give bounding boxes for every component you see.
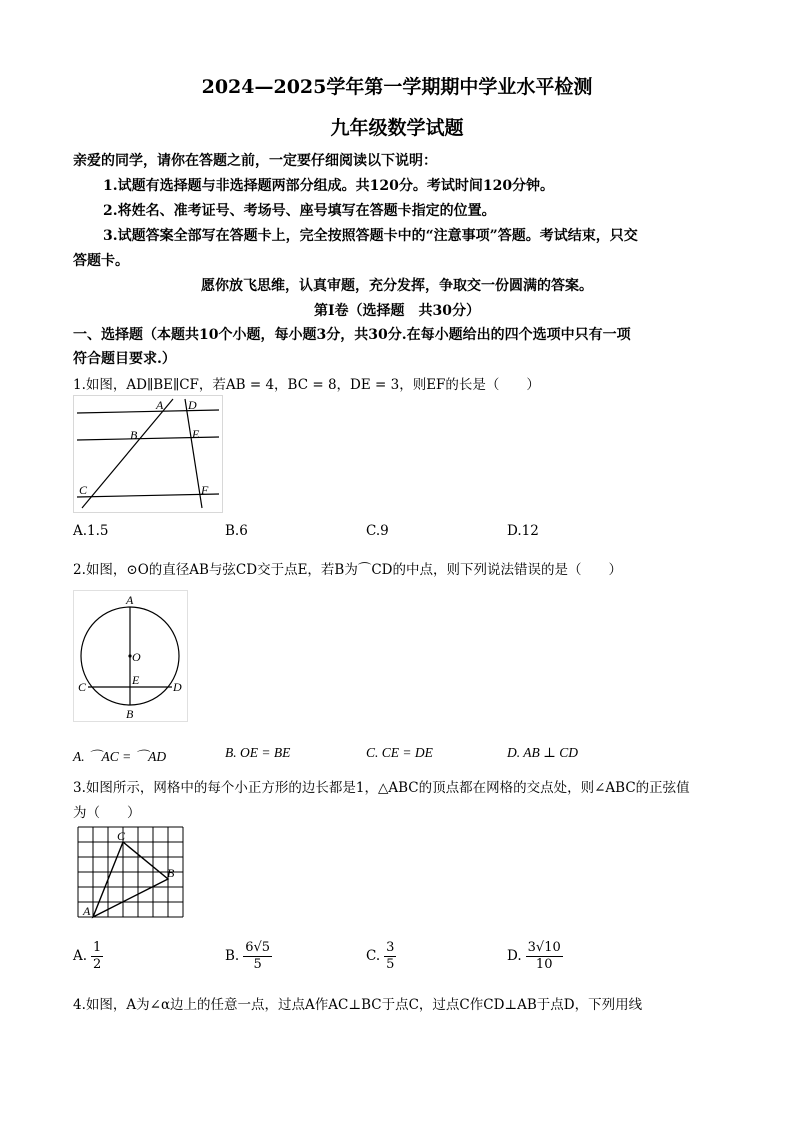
q3-figure (73, 823, 188, 923)
q3-option-d-num: 3√10 (527, 940, 561, 955)
q3-option-b-num: 6√5 (245, 940, 271, 955)
intro-rule-2: 2.将姓名、准考证号、考场号、座号填写在答题卡指定的位置。 (103, 203, 496, 219)
q3-option-b (225, 940, 272, 973)
q1-label-c: C (79, 483, 88, 497)
q3-option-c-fraction (384, 940, 396, 973)
q2-label-o: O (132, 650, 141, 664)
q2-option-d: D. AB ⊥ CD (507, 745, 578, 760)
q3-triangle (93, 842, 168, 917)
q3-label-c: C (117, 829, 126, 843)
q1-stem: 1.如图，AD∥BE∥CF，若AB = 4，BC = 8，DE = 3，则EF的长是（ ） (73, 377, 540, 393)
q2-stem: 2.如图，⊙O的直径AB与弦CD交于点E，若B为⌒CD的中点，则下列说法错误的是（ ） (73, 562, 623, 578)
q2-label-a: A (126, 593, 134, 607)
q4-stem: 4.如图，A为∠α边上的任意一点，过点A作AC⊥BC于点C，过点C作CD⊥AB于点D，下列用线 (73, 997, 643, 1013)
q3-option-d-den: 10 (535, 957, 553, 972)
q3-option-d (507, 940, 563, 973)
q1-option-b: B.6 (225, 523, 248, 539)
q2-option-a: A. ⌒AC = ⌒AD (73, 749, 167, 764)
q1-figure (73, 395, 223, 513)
q1-label-a: A (156, 398, 164, 412)
q1-label-e: E (192, 427, 200, 441)
q1-option-d: D.12 (507, 523, 539, 539)
q2-figure (73, 590, 188, 722)
q1-option-a: A.1.5 (73, 523, 109, 539)
q3-option-d-fraction (526, 940, 563, 973)
q3-option-c (366, 940, 396, 973)
q2-label-c: C (78, 680, 87, 694)
q3-label-a: A (83, 904, 91, 918)
intro-rule-3: 3.试题答案全部写在答题卡上，完全按照答题卡中的“注意事项”答题。考试结束，只交 (103, 228, 638, 244)
q3-option-a-fraction (91, 940, 103, 973)
intro-rule-1: 1.试题有选择题与非选择题两部分组成。共120分。考试时间120分钟。 (103, 178, 555, 194)
section-heading-cont: 符合题目要求.） (73, 351, 176, 367)
q3-option-c-den: 5 (386, 957, 395, 972)
q3-label-b: B (167, 866, 175, 880)
section-title: 第Ⅰ卷（选择题 共30分） (313, 303, 481, 319)
q3-option-c-letter: C. (366, 948, 381, 964)
intro-rule-3-cont: 答题卡。 (73, 253, 129, 269)
page-title: 2024—2025学年第一学期期中学业水平检测 (201, 76, 593, 98)
q3-option-a-letter: A. (73, 948, 88, 964)
q3-option-b-fraction (243, 940, 272, 973)
q1-label-b: B (130, 428, 138, 442)
q3-option-c-num: 3 (386, 940, 395, 955)
intro-wish: 愿你放飞思维，认真审题，充分发挥，争取交一份圆满的答案。 (201, 278, 593, 294)
q3-option-a-num: 1 (93, 940, 102, 955)
q3-option-a-den: 2 (93, 957, 102, 972)
q2-label-e: E (132, 673, 140, 687)
q2-label-d: D (173, 680, 182, 694)
q2-option-b: B. OE = BE (225, 745, 291, 760)
q3-option-b-letter: B. (225, 948, 240, 964)
q2-option-c: C. CE = DE (366, 745, 433, 760)
q1-option-c: C.9 (366, 523, 389, 539)
intro-greeting: 亲爱的同学，请你在答题之前，一定要仔细阅读以下说明： (73, 153, 437, 169)
section-heading: 一、选择题（本题共10个小题，每小题3分，共30分.在每小题给出的四个选项中只有一项 (73, 327, 631, 343)
q1-label-f: F (201, 483, 209, 497)
q2-label-b: B (126, 707, 134, 721)
q3-stem-cont: 为（ ） (73, 805, 141, 821)
q3-stem: 3.如图所示，网格中的每个小正方形的边长都是1，△ABC的顶点都在网格的交点处，则∠ABC的正弦值 (73, 780, 690, 796)
q3-option-a (73, 940, 103, 973)
q3-option-d-letter: D. (507, 948, 522, 964)
q1-label-d: D (188, 398, 197, 412)
q3-option-b-den: 5 (253, 957, 262, 972)
page-subtitle: 九年级数学试题 (330, 117, 464, 139)
